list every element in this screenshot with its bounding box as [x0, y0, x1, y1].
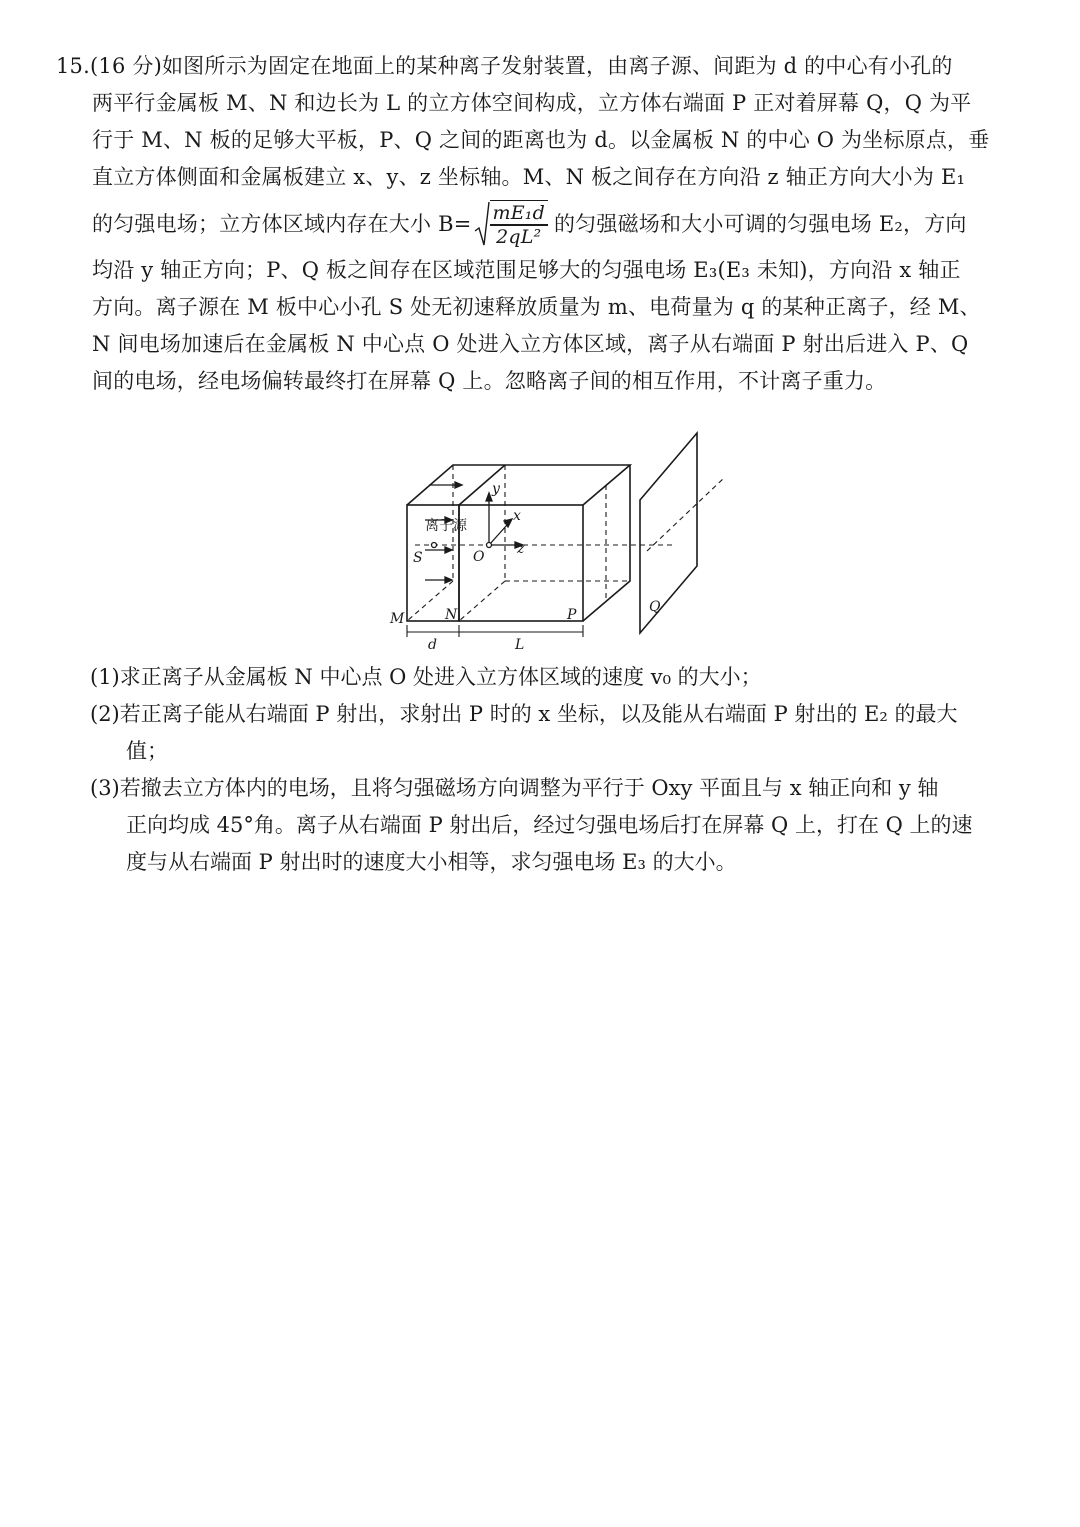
problem-line-7: 方向。离子源在 M 板中心小孔 S 处无初速释放质量为 m、电荷量为 q 的某种正离子，经 M、	[92, 295, 981, 319]
question-3-line-1: (3)若撤去立方体内的电场，且将匀强磁场方向调整为平行于 Oxy 平面且与 x 轴正向和 y 轴	[90, 776, 939, 800]
problem-line-9: 间的电场，经电场偏转最终打在屏幕 Q 上。忽略离子间的相互作用，不计离子重力。	[92, 369, 887, 393]
label-n: N	[445, 607, 458, 623]
question-1: (1)求正离子从金属板 N 中心点 O 处进入立方体区域的速度 v₀ 的大小；	[90, 665, 762, 689]
question-2-line-1: (2)若正离子能从右端面 P 射出，求射出 P 时的 x 坐标，以及能从右端面 P 射出的 E₂ 的最大	[90, 702, 958, 726]
label-s: S	[413, 550, 423, 566]
question-3-line-2: 正向均成 45°角。离子从右端面 P 射出后，经过匀强电场后打在屏幕 Q 上，打在 Q 上的速	[126, 813, 973, 837]
label-x-axis: x	[513, 508, 521, 524]
sqrt-sign-icon	[474, 201, 490, 247]
label-z-axis: z	[517, 541, 525, 557]
problem-line-1: 15.(16 分)如图所示为固定在地面上的某种离子发射装置，由离子源、间距为 d 的中心有小孔的	[56, 54, 953, 78]
question-list	[90, 659, 1040, 881]
problem-line-2: 两平行金属板 M、N 和边长为 L 的立方体空间构成，立方体右端面 P 正对着屏幕 Q，Q 为平	[92, 91, 972, 115]
problem-line-8: N 间电场加速后在金属板 N 中心点 O 处进入立方体区域，离子从右端面 P 射出后进入 P、Q	[92, 332, 969, 356]
problem-formula-line: 的匀强电场；立方体区域内存在大小 B= $\frac{\text{mE₁d}}{\text{2qL²}}$ 的匀强磁场和大小可调的匀强电场 E₂，方向	[92, 202, 967, 248]
formula-numerator: mE₁d	[492, 202, 545, 225]
problem-line-6: 均沿 y 轴正方向；P、Q 板之间存在区域范围足够大的匀强电场 E₃(E₃ 未知)，方向沿 x 轴正	[92, 258, 961, 282]
label-ion-source: 离子源	[425, 518, 467, 534]
problem-number: 15.	[56, 54, 90, 78]
formula-denominator: 2qL²	[496, 225, 542, 248]
problem-line-4: 直立方体侧面和金属板建立 x、y、z 坐标轴。M、N 板之间存在方向沿 z 轴正方向大小为 E₁	[92, 165, 966, 189]
question-3-line-3: 度与从右端面 P 射出时的速度大小相等，求匀强电场 E₃ 的大小。	[126, 850, 737, 874]
label-q: Q	[649, 599, 661, 615]
label-m: M	[390, 611, 405, 627]
label-p: P	[567, 607, 577, 623]
apparatus-figure	[385, 425, 730, 657]
problem-statement	[56, 48, 1036, 400]
label-y-axis: y	[492, 481, 500, 497]
question-2-line-2: 值；	[126, 739, 168, 763]
problem-line-3: 行于 M、N 板的足够大平板，P、Q 之间的距离也为 d。以金属板 N 的中心 O 为坐标原点，垂	[92, 128, 990, 152]
sqrt-formula	[474, 200, 548, 248]
label-l: L	[515, 637, 525, 653]
label-o: O	[473, 549, 485, 565]
label-d: d	[428, 637, 437, 653]
